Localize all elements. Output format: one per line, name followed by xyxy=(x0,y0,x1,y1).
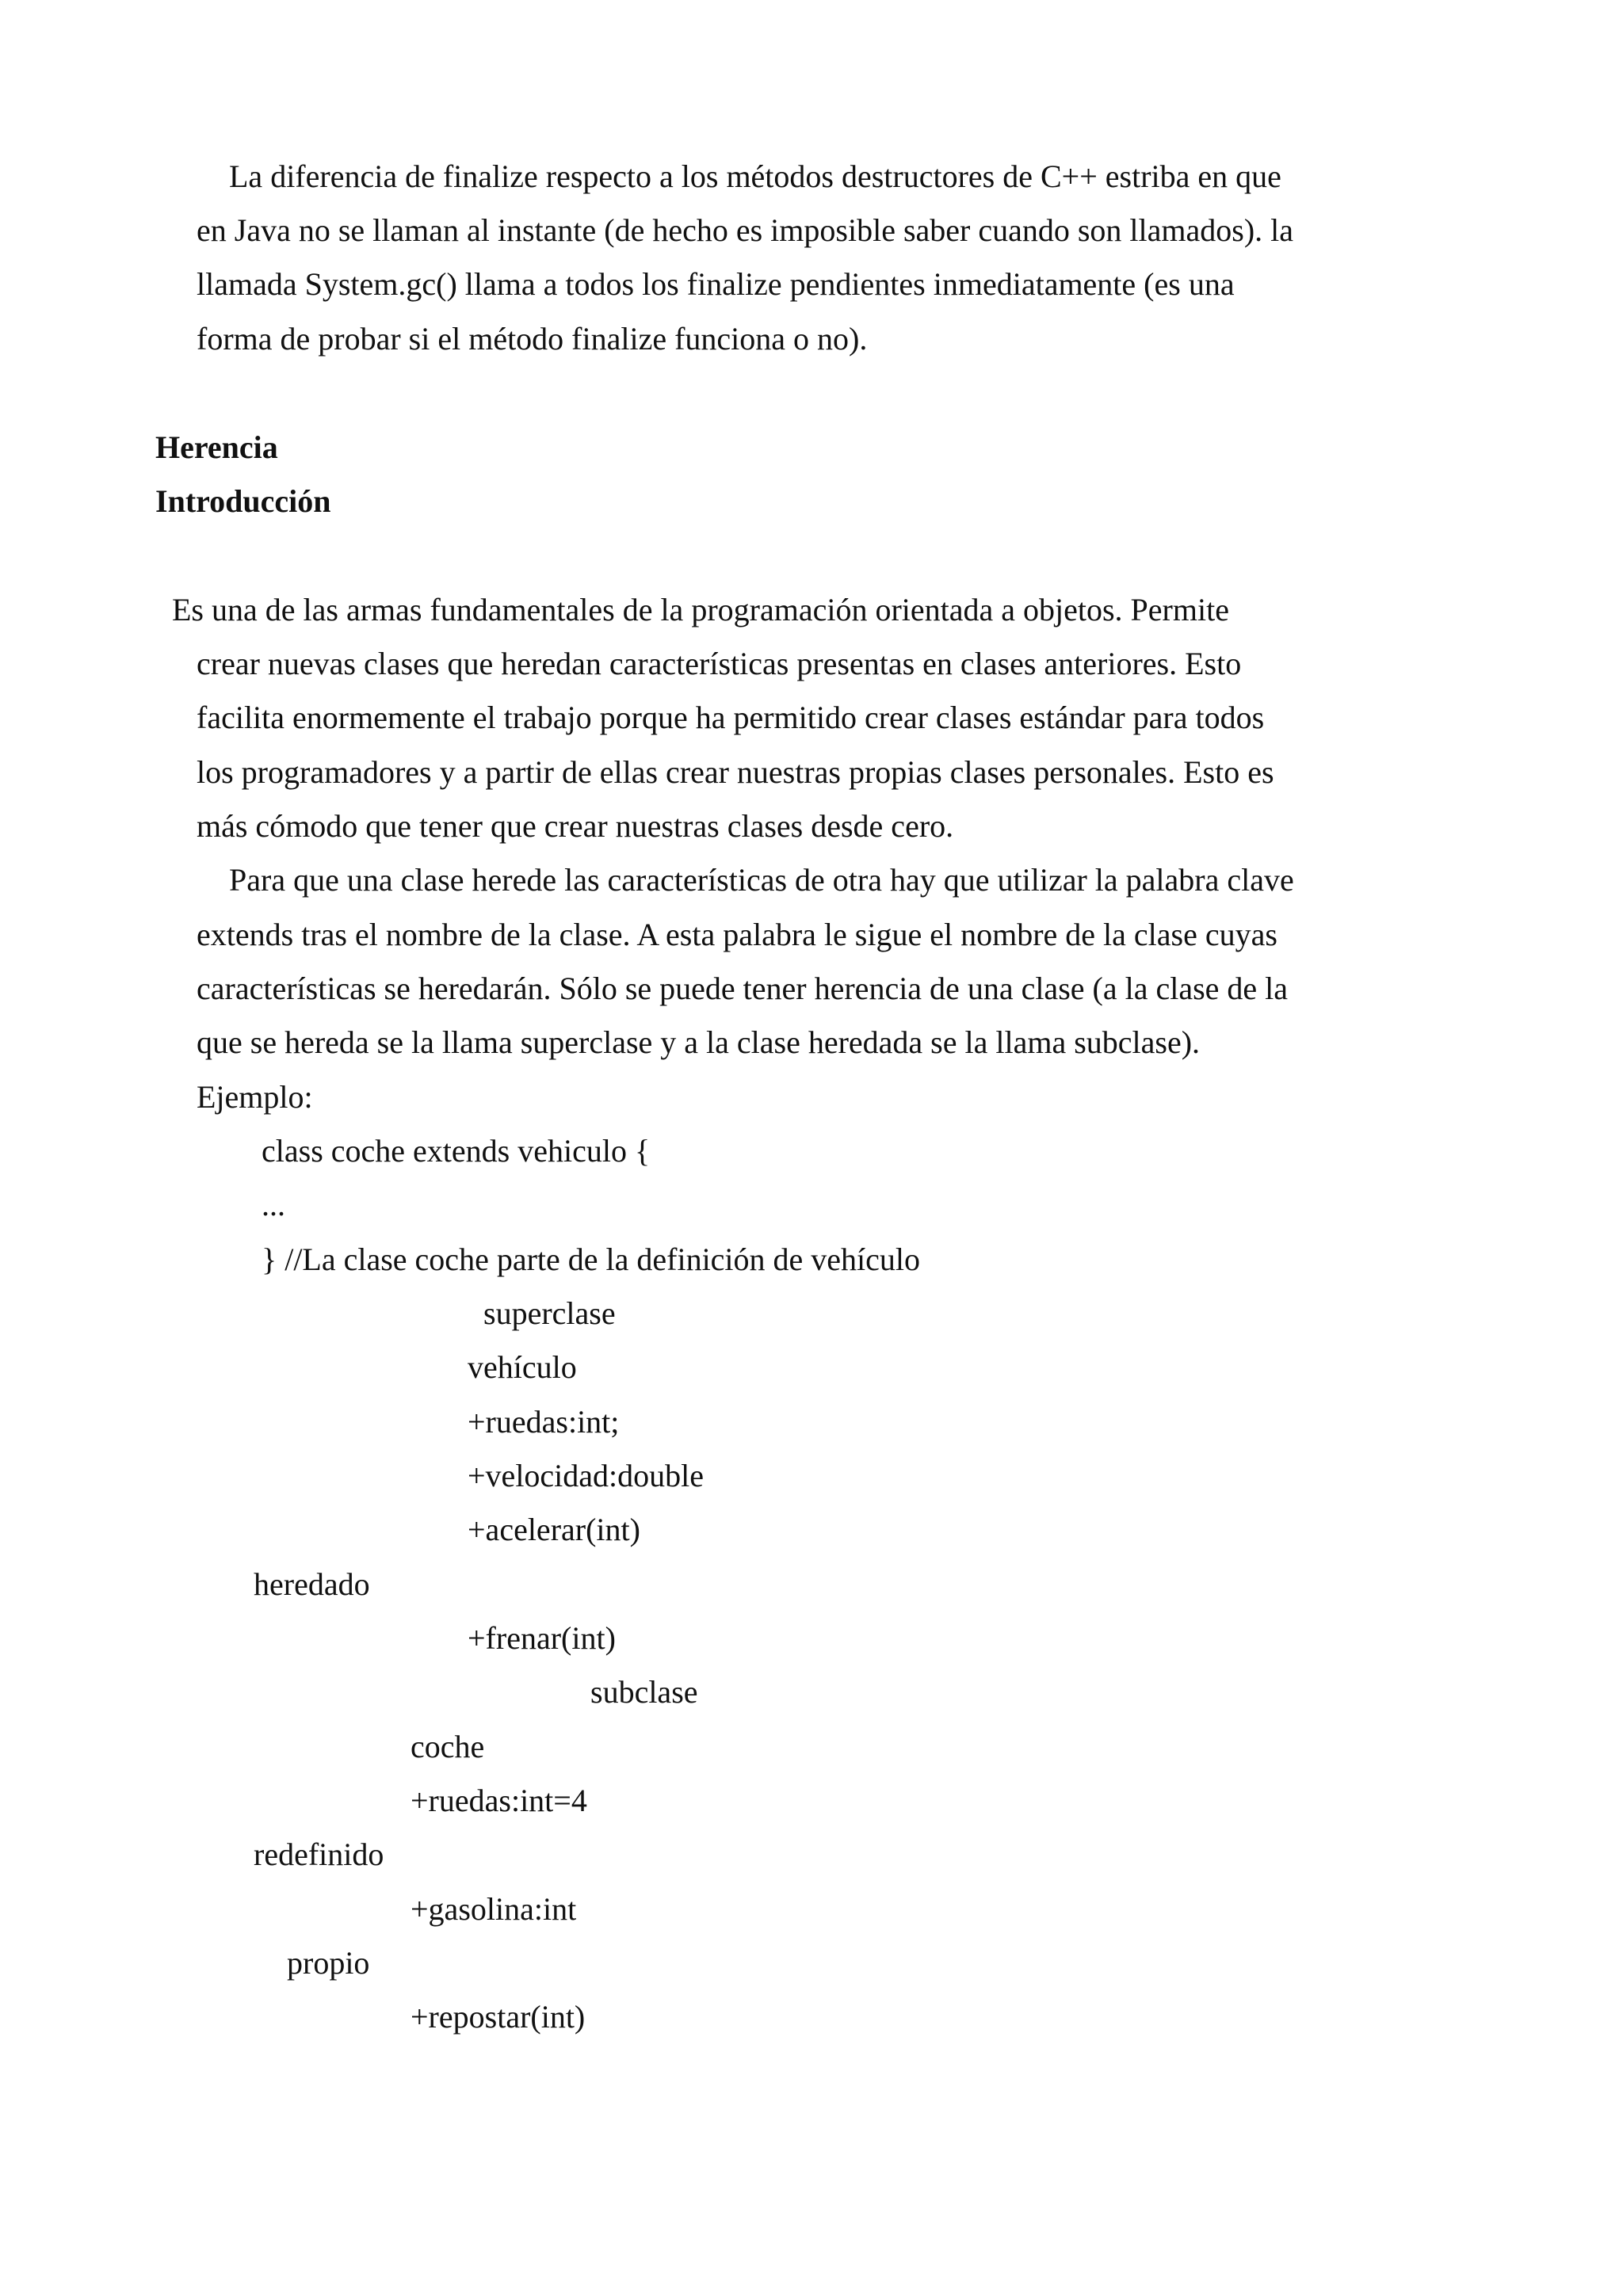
example-label: Ejemplo: xyxy=(197,1079,313,1115)
superclass-member: +acelerar(int) xyxy=(468,1512,640,1547)
subclass-name: coche xyxy=(411,1729,485,1764)
redefined-annotation: redefinido xyxy=(254,1836,384,1872)
own-annotation: propio xyxy=(287,1945,370,1981)
intro-line: en Java no se llaman al instante (de hecho es imposible saber cuando son llamados). la xyxy=(197,212,1294,248)
code-line: } //La clase coche parte de la definición de vehículo xyxy=(262,1241,921,1277)
subclass-label: subclase xyxy=(590,1674,698,1710)
paragraph-line: los programadores y a partir de ellas crear nuestras propias clases personales. Esto es xyxy=(197,754,1274,790)
section-heading: Herencia xyxy=(155,429,278,465)
intro-line: forma de probar si el método finalize funciona o no). xyxy=(197,321,868,357)
superclass-member: +ruedas:int; xyxy=(468,1404,620,1440)
subclass-member: +repostar(int) xyxy=(411,1999,586,2035)
inherited-annotation: heredado xyxy=(254,1566,370,1602)
subclass-member: +ruedas:int=4 xyxy=(411,1783,587,1818)
paragraph-line: características se heredarán. Sólo se puede tener herencia de una clase (a la clase de la xyxy=(197,971,1289,1006)
superclass-label: superclase xyxy=(483,1295,616,1331)
code-line: class coche extends vehiculo { xyxy=(262,1133,651,1169)
superclass-member: +frenar(int) xyxy=(468,1620,616,1656)
paragraph-line: más cómodo que tener que crear nuestras clases desde cero. xyxy=(197,808,954,844)
paragraph-line: que se hereda se la llama superclase y a la clase heredada se la llama subclase). xyxy=(197,1024,1201,1060)
subsection-heading: Introducción xyxy=(155,483,331,519)
superclass-member: +velocidad:double xyxy=(468,1458,705,1493)
paragraph-line: crear nuevas clases que heredan características presentas en clases anteriores. Esto xyxy=(197,646,1242,681)
paragraph-line: Es una de las armas fundamentales de la programación orientada a objetos. Permite xyxy=(172,592,1229,627)
code-line: ... xyxy=(262,1187,285,1222)
intro-line: llamada System.gc() llama a todos los finalize pendientes inmediatamente (es una xyxy=(197,266,1235,302)
subclass-member: +gasolina:int xyxy=(411,1891,577,1927)
paragraph-line: extends tras el nombre de la clase. A esta palabra le sigue el nombre de la clase cuyas xyxy=(197,917,1277,952)
paragraph-line: Para que una clase herede las características de otra hay que utilizar la palabra clave xyxy=(229,862,1294,898)
paragraph-line: facilita enormemente el trabajo porque ha permitido crear clases estándar para todos xyxy=(197,700,1265,735)
superclass-name: vehículo xyxy=(468,1349,577,1385)
intro-line: La diferencia de finalize respecto a los métodos destructores de C++ estriba en que xyxy=(229,158,1281,194)
